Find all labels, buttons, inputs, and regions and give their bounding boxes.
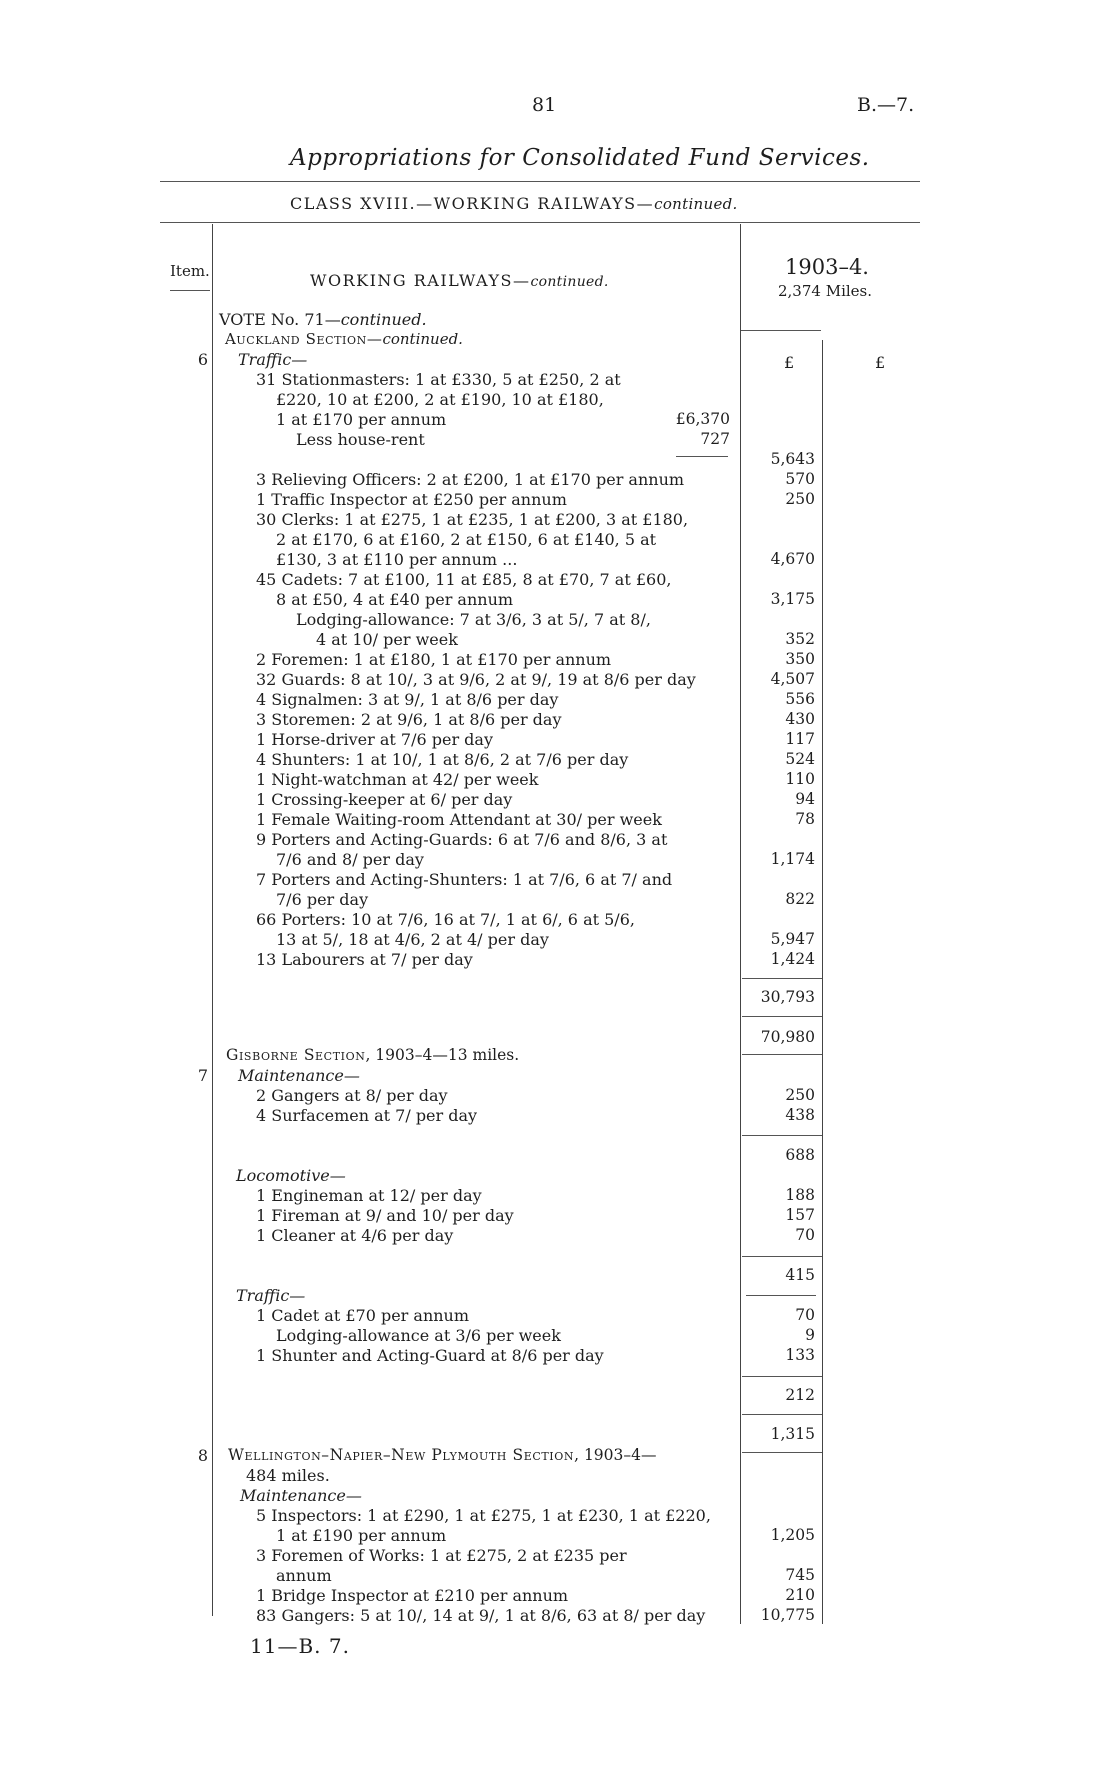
- amount: 4,507: [770, 670, 815, 688]
- page-number: 81: [532, 94, 557, 116]
- list-item: 66 Porters: 10 at 7/6, 16 at 7/, 1 at 6/, 6 at 5/6,: [256, 910, 635, 929]
- gisborne-traffic-total: 212: [785, 1386, 815, 1404]
- gisborne-maintenance-label: Maintenance—: [238, 1066, 360, 1085]
- gisborne-section-heading: [226, 1046, 519, 1065]
- amount: 188: [785, 1186, 815, 1204]
- title-rule: [160, 181, 920, 182]
- traffic-label: Traffic—: [238, 350, 308, 369]
- pound-sign-col2: £: [875, 353, 886, 372]
- gisborne-section-label: Gisborne Section: [226, 1046, 366, 1064]
- list-item: 4 Shunters: 1 at 10/, 1 at 8/6, 2 at 7/6 per day: [256, 750, 629, 769]
- amount: 350: [785, 650, 815, 668]
- list-item: Lodging-allowance: 7 at 3/6, 3 at 5/, 7 at 8/,: [296, 610, 651, 629]
- amount: 822: [785, 890, 815, 908]
- list-item: 2 Foremen: 1 at £180, 1 at £170 per annum: [256, 650, 612, 669]
- vote-line: [219, 310, 427, 329]
- list-item: 1 Crossing-keeper at 6/ per day: [256, 790, 513, 809]
- list-item: 3 Relieving Officers: 2 at £200, 1 at £170 per annum: [256, 470, 685, 489]
- list-item: 1 Horse-driver at 7/6 per day: [256, 730, 493, 749]
- list-item: 32 Guards: 8 at 10/, 3 at 9/6, 2 at 9/, 19 at 8/6 per day: [256, 670, 696, 689]
- subtotal-rule: [742, 1376, 822, 1377]
- miles-header: 2,374 Miles.: [778, 282, 873, 300]
- gisborne-section-total: 1,315: [770, 1425, 815, 1443]
- amount: 210: [785, 1586, 815, 1604]
- amount: 250: [785, 1086, 815, 1104]
- list-item: 31 Stationmasters: 1 at £330, 5 at £250, 2 at: [256, 370, 621, 389]
- list-item: 1 Bridge Inspector at £210 per annum: [256, 1586, 569, 1605]
- list-item: 1 Cleaner at 4/6 per day: [256, 1226, 454, 1245]
- list-item: 2 at £170, 6 at £160, 2 at £150, 6 at £140, 5 at: [276, 530, 657, 549]
- list-item: 8 at £50, 4 at £40 per annum: [276, 590, 514, 609]
- amount: 1,174: [770, 850, 815, 868]
- auckland-section-label: Auckland Section—: [225, 330, 383, 348]
- total-column-rule: [822, 340, 823, 1624]
- class-heading-main: CLASS XVIII.—WORKING RAILWAYS—: [290, 194, 655, 213]
- auckland-section-total: 70,980: [760, 1028, 815, 1046]
- item-number-7: 7: [197, 1066, 208, 1085]
- item-column-rule: [212, 224, 213, 1616]
- list-item: 1 Fireman at 9/ and 10/ per day: [256, 1206, 514, 1225]
- page-title: Appropriations for Consolidated Fund Services.: [290, 145, 870, 171]
- list-item: 4 Signalmen: 3 at 9/, 1 at 8/6 per day: [256, 690, 559, 709]
- amount: 524: [785, 750, 815, 768]
- list-item: 7/6 and 8/ per day: [276, 850, 424, 869]
- wellington-section-suffix: , 1903–4—: [574, 1446, 657, 1464]
- gisborne-maintenance-total: 688: [785, 1146, 815, 1164]
- wellington-miles: 484 miles.: [246, 1466, 330, 1485]
- gisborne-locomotive-total: 415: [785, 1266, 815, 1284]
- class-rule: [160, 222, 920, 223]
- list-item: 45 Cadets: 7 at £100, 11 at £85, 8 at £70, 7 at £60,: [256, 570, 672, 589]
- amount-column-rule: [740, 224, 741, 1624]
- total-rule: [742, 1452, 822, 1453]
- vote-label: VOTE No. 71—: [219, 310, 341, 329]
- inner-amount: £6,370: [675, 410, 730, 428]
- auckland-section-line: [225, 330, 463, 349]
- inner-amount: 727: [700, 430, 730, 448]
- column-heading-main: WORKING RAILWAYS—: [310, 271, 531, 290]
- amount: 78: [795, 810, 815, 828]
- amount-header-rule: [741, 330, 821, 331]
- amount: 10,775: [760, 1606, 815, 1624]
- list-item: 1 Night-watchman at 42/ per week: [256, 770, 539, 789]
- year-header: 1903–4.: [785, 255, 869, 279]
- item-header-rule: [170, 290, 210, 291]
- amount: 556: [785, 690, 815, 708]
- list-item: 1 Cadet at £70 per annum: [256, 1306, 470, 1325]
- list-item: annum: [276, 1566, 332, 1585]
- list-item: 1 Engineman at 12/ per day: [256, 1186, 482, 1205]
- list-item: 83 Gangers: 5 at 10/, 14 at 9/, 1 at 8/6, 63 at 8/ per day: [256, 1606, 706, 1625]
- pound-sign-col1: £: [784, 353, 795, 372]
- list-item: 1 Female Waiting-room Attendant at 30/ per week: [256, 810, 662, 829]
- document-reference: B.—7.: [857, 94, 915, 116]
- list-item: 13 Labourers at 7/ per day: [256, 950, 473, 969]
- amount: 94: [795, 790, 815, 808]
- list-item: 4 at 10/ per week: [316, 630, 458, 649]
- subtotal-rule: [742, 1414, 822, 1415]
- vote-cont: continued.: [340, 310, 427, 329]
- list-item: Lodging-allowance at 3/6 per week: [276, 1326, 561, 1345]
- amount: 352: [785, 630, 815, 648]
- list-item: 13 at 5/, 18 at 4/6, 2 at 4/ per day: [276, 930, 549, 949]
- amount: 438: [785, 1106, 815, 1124]
- signature-footer: 11—B. 7.: [250, 1634, 350, 1658]
- amount: 9: [805, 1326, 815, 1344]
- subtotal-rule: [742, 1016, 822, 1017]
- subtotal-rule: [746, 1295, 816, 1296]
- wellington-maintenance-label: Maintenance—: [240, 1486, 362, 1505]
- auckland-traffic-total: 30,793: [760, 988, 815, 1006]
- subtotal-rule: [742, 1135, 822, 1136]
- amount: 5,947: [770, 930, 815, 948]
- list-item: 4 Surfacemen at 7/ per day: [256, 1106, 478, 1125]
- list-item: 2 Gangers at 8/ per day: [256, 1086, 448, 1105]
- amount: 3,175: [770, 590, 815, 608]
- subtotal-rule: [742, 978, 822, 979]
- list-item: 9 Porters and Acting-Guards: 6 at 7/6 and 8/6, 3 at: [256, 830, 668, 849]
- list-item: Less house-rent: [296, 430, 425, 449]
- amount: 1,424: [770, 950, 815, 968]
- amount: 117: [785, 730, 815, 748]
- wellington-section-heading: [228, 1446, 657, 1465]
- item-number-6: 6: [197, 350, 208, 369]
- amount: 157: [785, 1206, 815, 1224]
- class-heading-cont: continued.: [654, 195, 738, 213]
- column-heading: [310, 271, 609, 290]
- list-item: 30 Clerks: 1 at £275, 1 at £235, 1 at £200, 3 at £180,: [256, 510, 689, 529]
- wellington-section-label: Wellington–Napier–New Plymouth Section: [228, 1446, 575, 1464]
- item-column-header: Item.: [170, 262, 210, 280]
- amount: 133: [785, 1346, 815, 1364]
- amount: 1,205: [770, 1526, 815, 1544]
- amount: 70: [795, 1306, 815, 1324]
- inner-subtotal-rule: [676, 456, 728, 457]
- list-item: 1 Traffic Inspector at £250 per annum: [256, 490, 567, 509]
- total-rule: [742, 1054, 822, 1055]
- amount: 745: [785, 1566, 815, 1584]
- amount: 4,670: [770, 550, 815, 568]
- auckland-section-cont: continued.: [382, 330, 463, 348]
- list-item: 3 Storemen: 2 at 9/6, 1 at 8/6 per day: [256, 710, 562, 729]
- amount: 110: [785, 770, 815, 788]
- gisborne-traffic-label: Traffic—: [236, 1286, 306, 1305]
- amount: 250: [785, 490, 815, 508]
- class-heading: [290, 194, 738, 213]
- column-heading-cont: continued.: [530, 274, 609, 290]
- subtotal-rule: [742, 1256, 822, 1257]
- amount: 430: [785, 710, 815, 728]
- amount: 570: [785, 470, 815, 488]
- list-item: 7 Porters and Acting-Shunters: 1 at 7/6, 6 at 7/ and: [256, 870, 673, 889]
- list-item: 1 at £190 per annum: [276, 1526, 447, 1545]
- list-item: £130, 3 at £110 per annum ...: [276, 550, 518, 569]
- item-number-8: 8: [197, 1446, 208, 1465]
- amount: 70: [795, 1226, 815, 1244]
- list-item: 1 Shunter and Acting-Guard at 8/6 per day: [256, 1346, 604, 1365]
- list-item: 3 Foremen of Works: 1 at £275, 2 at £235 per: [256, 1546, 627, 1565]
- list-item: 1 at £170 per annum: [276, 410, 447, 429]
- list-item: £220, 10 at £200, 2 at £190, 10 at £180,: [276, 390, 604, 409]
- list-item: 7/6 per day: [276, 890, 369, 909]
- list-item: 5 Inspectors: 1 at £290, 1 at £275, 1 at £230, 1 at £220,: [256, 1506, 711, 1525]
- amount: 5,643: [770, 450, 815, 468]
- gisborne-locomotive-label: Locomotive—: [236, 1166, 346, 1185]
- gisborne-section-suffix: , 1903–4—13 miles.: [365, 1046, 520, 1064]
